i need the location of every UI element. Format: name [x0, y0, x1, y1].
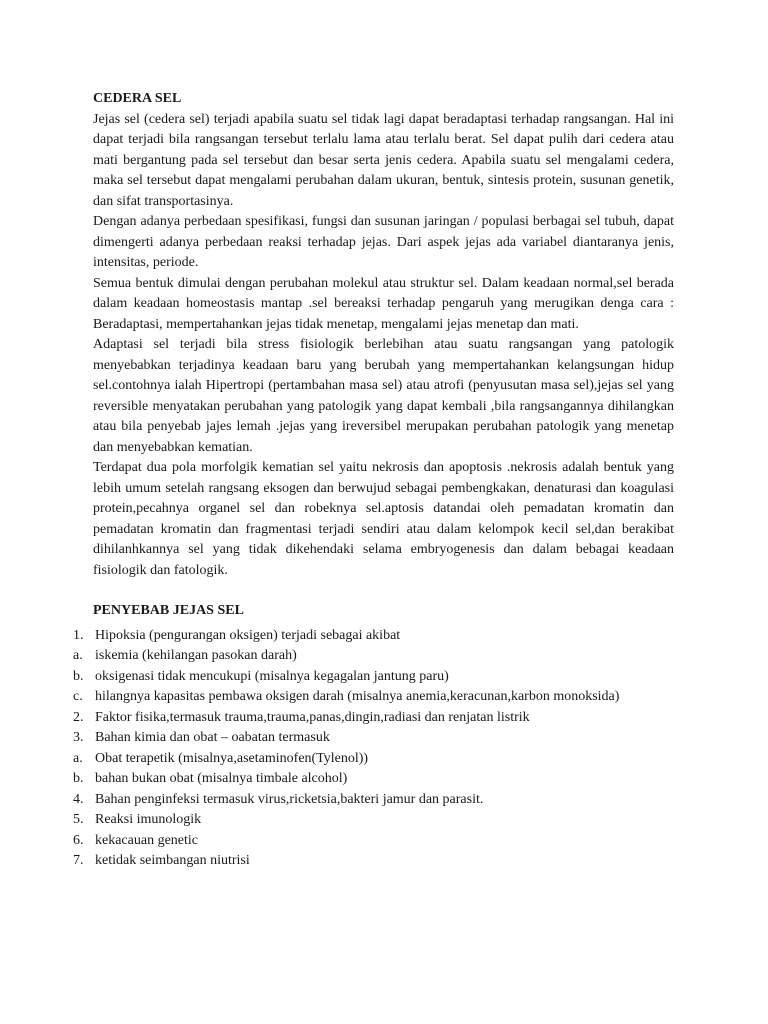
section-heading-penyebab-jejas-sel: PENYEBAB JEJAS SEL: [93, 603, 244, 618]
list-marker: 1.: [73, 627, 84, 643]
list-marker: 5.: [73, 812, 84, 827]
list-marker: 6.: [73, 832, 84, 848]
list-marker: a.: [73, 750, 83, 766]
list-marker: 4.: [73, 791, 84, 807]
paragraph: Semua bentuk dimulai dengan perubahan molekul atau struktur sel. Dalam keadaan normal,sel berada dalam keadaan homeostasis mantap .sel bereaksi terhadap pengaruh yang merugikan denga cara : Beradaptasi, mempertahankan jejas tidak menetap, mengalami jejas menetap dan mati.: [93, 275, 674, 332]
list-item: [73, 728, 674, 749]
list-item-text: ketidak seimbangan niutrisi: [95, 853, 250, 868]
paragraph: Dengan adanya perbedaan spesifikasi, fungsi dan susunan jaringan / populasi berbagai sel tubuh, dapat dimengerti adanya perbedaan reaksi terhadap jejas. Dari aspek jejas ada variabel diantaranya jenis, intensitas, periode.: [93, 214, 674, 270]
list-item-text: Bahan kimia dan obat – oabatan termasuk: [95, 730, 330, 745]
list-item: [73, 810, 674, 831]
list-marker: 7.: [73, 853, 84, 868]
list-item: [73, 626, 674, 647]
list-item: [73, 646, 674, 667]
list-item: [73, 667, 674, 688]
list-item: [73, 851, 674, 872]
list-item-text: Obat terapetik (misalnya,asetaminofen(Tylenol)): [95, 750, 369, 766]
list-marker: 2.: [73, 709, 84, 725]
cause-list: [73, 626, 674, 872]
list-item: [73, 749, 674, 770]
list-marker: c.: [73, 689, 83, 704]
paragraph: Jejas sel (cedera sel) terjadi apabila suatu sel tidak lagi dapat beradaptasi terhadap rangsangan. Hal ini dapat terjadi bila rangsangan tersebut terlalu lama atau terlalu berat. Sel dapat pulih dari cedera atau mati bergantung pada sel tersebut dan besar serta jenis cedera. Apabila suatu sel mengalami cedera, maka sel tersebut dapat mengalami perubahan dalam ukuran, bentuk, sintesis protein, susunan genetik, dan sifat transportasinya.: [93, 111, 674, 209]
paragraph: Terdapat dua pola morfolgik kematian sel yaitu nekrosis dan apoptosis .nekrosis adalah bentuk yang lebih umum setelah rangsang eksogen dan berwujud sebagai pembengkakan, denaturasi dan koagulasi protein,pecahnya organel sel dan robeknya sel.aptosis datandai oleh pemadatan kromatin dan pemadatan kromatin dan fragmentasi terjadi sendiri atau dalam kelompok kecil sel,dan berakibat dihilanhkannya sel yang tidak dikehendaki selama embryogenesis dan dalam bebagai keadaan fisiologik dan fatologik.: [93, 460, 674, 578]
list-item: [73, 831, 674, 852]
list-item-text: Bahan penginfeksi termasuk virus,ricketsia,bakteri jamur dan parasit.: [95, 791, 484, 807]
list-item-text: oksigenasi tidak mencukupi (misalnya kegagalan jantung paru): [95, 668, 449, 684]
list-item-text: iskemia (kehilangan pasokan darah): [95, 648, 297, 663]
list-item-text: bahan bukan obat (misalnya timbale alcohol): [95, 771, 348, 786]
section-heading-cedera-sel: CEDERA SEL: [93, 91, 182, 106]
list-marker: 3.: [73, 730, 84, 745]
list-item-text: hilangnya kapasitas pembawa oksigen darah (misalnya anemia,keracunan,karbon monoksida): [95, 689, 620, 704]
list-marker: b.: [73, 668, 84, 684]
list-item: [73, 769, 674, 790]
list-item: [73, 687, 674, 708]
paragraph: Adaptasi sel terjadi bila stress fisiologik berlebihan atau suatu rangsangan yang patologik menyebabkan terjadinya keadaan baru yang berubah yang mempertahankan kelangsungan hidup sel.contohnya ialah Hipertropi (pertambahan masa sel) atau atrofi (penyusutan masa sel),jejas sel yang reversible menyatakan perubahan yang patologik yang dapat kembali ,bila rangsangannya dihilangkan atau bila penyebab jajes lemah .jejas yang ireversibel merupakan perubahan patologik yang menetap dan menyebabkan kematian.: [93, 337, 674, 455]
list-item-text: Hipoksia (pengurangan oksigen) terjadi sebagai akibat: [95, 627, 401, 643]
section-spacer: [93, 581, 674, 601]
list-item-text: kekacauan genetic: [95, 832, 198, 848]
list-marker: a.: [73, 648, 83, 663]
list-item-text: Reaksi imunologik: [95, 812, 202, 827]
list-item-text: Faktor fisika,termasuk trauma,trauma,panas,dingin,radiasi dan renjatan listrik: [95, 709, 530, 725]
list-item: [73, 708, 674, 729]
list-item: [73, 790, 674, 811]
document-page: [73, 89, 674, 872]
list-marker: b.: [73, 771, 84, 786]
